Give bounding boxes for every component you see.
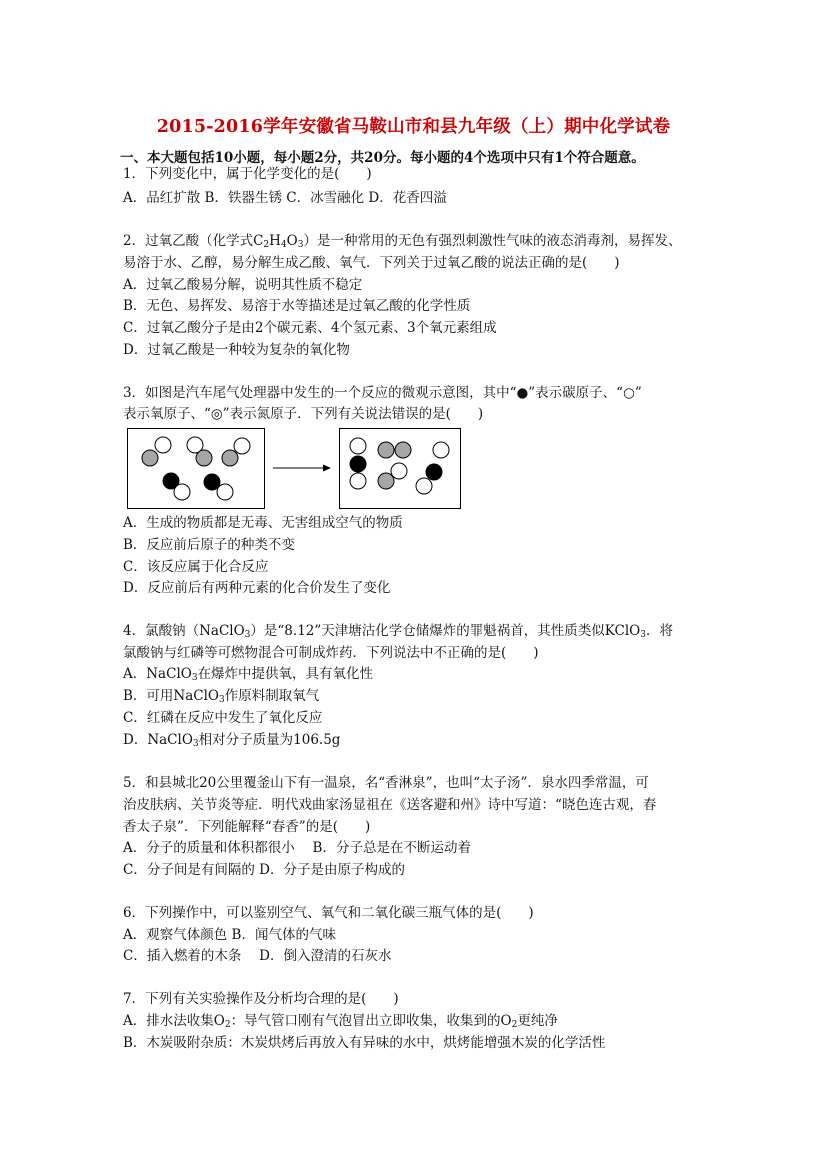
- oxygen-atom: [391, 463, 407, 479]
- oxygen-atom: [350, 473, 366, 489]
- carbon-atom: [350, 456, 366, 472]
- q4-option-b: B．可用NaClO$_3$作原料制取氧气: [123, 688, 320, 705]
- q2-option-c: C．过氧乙酸分子是由2个碳元素、4个氢元素、3个氧元素组成: [123, 320, 497, 336]
- nitrogen-atom: [142, 450, 158, 466]
- q7-option-b: B．木炭吸附杂质：木炭烘烤后再放入有异味的水中，烘烤能增强木炭的化学活性: [123, 1035, 606, 1051]
- carbon-atom: [426, 464, 442, 480]
- q5-stem-line1: 5．和县城北20公里覆釜山下有一温泉，名“香淋泉”，也叫“太子汤”．泉水四季常温，可: [123, 775, 649, 791]
- oxygen-atom: [416, 478, 432, 494]
- nitrogen-atom: [378, 442, 394, 458]
- nitrogen-atom: [196, 450, 212, 466]
- q4-stem-line1: 4．氯酸钠（NaClO$_3$）是“8.12”天津塘沽化学仓储爆炸的罪魁祸首，其性质类似KClO$_3$．将: [123, 623, 673, 640]
- q3-option-b: B．反应前后原子的种类不变: [123, 537, 295, 553]
- oxygen-atom: [234, 438, 250, 454]
- q4-option-d: D．NaClO$_3$相对分子质量为106.5g: [123, 732, 341, 749]
- q2-option-a: A．过氧乙酸易分解，说明其性质不稳定: [123, 277, 363, 293]
- q1-options: A．品红扩散 B．铁器生锈 C．冰雪融化 D．花香四溢: [123, 190, 447, 206]
- q6-options-cd: C．插入燃着的木条 D．倒入澄清的石灰水: [123, 948, 392, 964]
- q4-stem-line2: 氯酸钠与红磷等可燃物混合可制成炸药．下列说法中不正确的是( ): [123, 645, 539, 661]
- section-heading: 一、本大题包括10小题，每小题2分，共20分。每小题的4个选项中只有1个符合题意。: [120, 150, 645, 166]
- arrow-right-icon: [273, 465, 331, 472]
- oxygen-atom: [174, 484, 190, 500]
- carbon-atom: [204, 474, 220, 490]
- q3-stem-line2: 表示氧原子、“◎”表示氮原子．下列有关说法错误的是( ): [123, 406, 484, 422]
- q5-options-cd: C．分子间是有间隔的 D．分子是由原子构成的: [123, 862, 405, 878]
- q6-options-ab: A．观察气体颜色 B．闻气体的气味: [123, 927, 336, 943]
- q4-option-c: C．红磷在反应中发生了氧化反应: [123, 710, 323, 726]
- q3-option-c: C．该反应属于化合反应: [123, 559, 269, 575]
- nitrogen-atom: [378, 473, 394, 489]
- oxygen-atom: [217, 484, 233, 500]
- q3-stem-line1: 3．如图是汽车尾气处理器中发生的一个反应的微观示意图，其中“●”表示碳原子、“○”: [123, 385, 642, 401]
- q5-stem-line2: 治皮肤病、关节炎等症．明代戏曲家汤显祖在《送客避和州》诗中写道：“晓色连古观，春: [123, 797, 657, 813]
- q2-option-b: B．无色、易挥发、易溶于水等描述是过氧乙酸的化学性质: [123, 298, 471, 314]
- oxygen-atom: [433, 442, 449, 458]
- q5-stem-line3: 香太子泉”．下列能解释“春香”的是( ): [123, 819, 371, 835]
- q7-stem: 7．下列有关实验操作及分析均合理的是( ): [123, 991, 399, 1007]
- q2-stem-line2: 易溶于水、乙醇，易分解生成乙酸、氧气．下列关于过氧乙酸的说法正确的是( ): [123, 255, 620, 271]
- nitrogen-atom: [222, 450, 238, 466]
- q5-options-ab: A．分子的质量和体积都很小 B．分子总是在不断运动着: [123, 840, 471, 856]
- q3-option-d: D．反应前后有两种元素的化合价发生了变化: [123, 580, 391, 596]
- q2-option-d: D．过氧乙酸是一种较为复杂的氧化物: [123, 342, 350, 358]
- reaction-diagram: [127, 428, 462, 510]
- oxygen-atom: [350, 438, 366, 454]
- q6-stem: 6．下列操作中，可以鉴别空气、氧气和二氧化碳三瓶气体的是( ): [123, 905, 534, 921]
- nitrogen-atom: [395, 442, 411, 458]
- oxygen-atom: [155, 437, 171, 453]
- q1-stem: 1．下列变化中，属于化学变化的是( ): [123, 166, 372, 182]
- q2-stem-line1: 2．过氧乙酸（化学式$C_2H_4O_3$）是一种常用的无色有强烈刺激性气味的液态消毒剂，易挥发、: [123, 233, 682, 250]
- q3-option-a: A．生成的物质都是无毒、无害组成空气的物质: [123, 515, 403, 531]
- q4-option-a: A．NaClO$_3$在爆炸中提供氧，具有氧化性: [123, 666, 374, 683]
- q7-option-a: A．排水法收集$O_2$：导气管口刚有气泡冒出立即收集，收集到的$O_2$更纯净: [123, 1013, 558, 1030]
- page-title: 2015-2016学年安徽省马鞍山市和县九年级（上）期中化学试卷: [156, 117, 671, 137]
